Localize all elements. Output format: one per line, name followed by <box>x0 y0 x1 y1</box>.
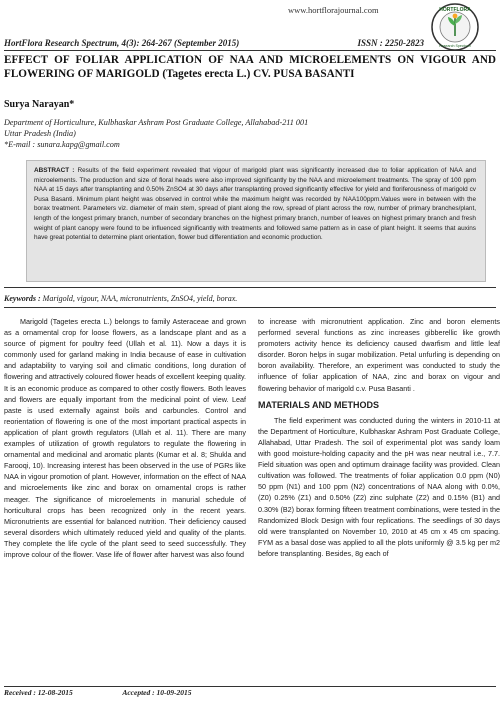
author-name: Surya Narayan* <box>4 99 75 110</box>
footer-rule <box>4 686 496 687</box>
keywords-text: Marigold, vigour, NAA, micronutrients, ZnSO4, yield, borax. <box>42 294 238 303</box>
journal-reference-line <box>4 38 424 48</box>
affiliation-line-1: Department of Horticulture, Kulbhaskar Ashram Post Graduate College, Allahabad-211 001 <box>4 118 309 127</box>
header-rule <box>4 50 496 51</box>
journal-url[interactable]: www.hortflorajournal.com <box>288 5 379 15</box>
paper-title: EFFECT OF FOLIAR APPLICATION OF NAA AND MICROELEMENTS ON VIGOUR AND FLOWERING OF MARIGOLD (Tagetes erecta L.) CV. PUSA BASANTI <box>4 54 496 80</box>
footer-dates <box>4 688 404 697</box>
journal-logo <box>430 2 480 52</box>
journal-citation: HortFlora Research Spectrum, 4(3): 264-267 (September 2015) <box>4 38 240 48</box>
affiliation-line-2: Uttar Pradesh (India) <box>4 129 76 138</box>
svg-text:Research Spectrum: Research Spectrum <box>439 44 471 48</box>
svg-text:HORTFLORA: HORTFLORA <box>439 7 471 13</box>
body-column-left <box>4 316 246 560</box>
author-email[interactable]: *E-mail : sunara.kapg@gmail.com <box>4 140 120 149</box>
affiliation-block <box>4 117 494 150</box>
intro-paragraph: Marigold (Tagetes erecta L.) belongs to family Asteraceae and grown as a ornamental crop for loose flowers, as a landscape plant and as a source of pigment for poultry feed (Ullah et al. 11). Now a days it is commonly used for garland making in India because of ease in cultivation and adaptability to varying soil and climatic conditions, long duration of flowering and attractively coloured flower heads of excellent keeping quality. It is an economic produce as compared to other costly flowers. Both leaves and flowers are equally important from the medicinal point of view. Leaf paste is used externally against boils and carbuncles. Control and reorientation of flowering is one of the most important practical aspects in application of plant growth regulators (Ullah et al. 11). There are many examples of utilization of growth regulators to regulate the flowering in ornamental and medicinal and aromatic plants (Kumar et al. 8; Shukla and Farooqi, 10). Increasing interest has been observed in the use of PGRs like NAA in vigour promotion of plant. However, information on the effect of NAA and microelements like zinc and borax on ornamental crops is rather meager. The significance of microelements in manurial schedule of horticultural crops has been recognized only in the recent years. Micronutrients are essential for balanced nutrition. Their deficiency caused several disorders which ultimately reduced yield and quality of the plants. They complete the life cycle of the plant seed to seed successfully. They improve colour of the flower. Vase life of flower after harvest was also found <box>4 317 246 559</box>
abstract-label: ABSTRACT : <box>34 167 75 174</box>
methods-paragraph: The field experiment was conducted during the winters in 2010-11 at the Department of Horticulture, Kulbhaskar Ashram Post Graduate College, Allahabad, Uttar Pradesh. The soil of experimental plot was sandy loam with good moisture-holding capacity and the pH was near neutral i.e., 7.7. Field situation was open and optimum drainage facility was provided. Clean cultivation was followed. The treatments of foliar application 0.0 ppm (N0) 50 ppm (N1) and 100 ppm (N2) concentrations of NAA along with 0.0%, (Z0) 0.25% (Z1) and 0.50% (Z2) zinc sulphate (Z2) and 0.15% (B1) and 0.30% (B2) borax forming fifteen treatment combinations, were tested in the Randomized Block Design with four replications. The seedlings of 30 days old were transplanted on November 10, 2010 at 45 cm x 45 cm spacing. FYM as a basal dose was applied to all the plots uniformly @ 3.5 kg per m2 before transplanting. Besides, 8g each of <box>258 415 500 558</box>
abstract-body: Results of the field experiment revealed that vigour of marigold plant was significantly increased due to foliar application of NAA and microelements. The production and size of floral heads were also improved significantly by the NAA and microelement treatments. The spray of 100 ppm NAA at 15 days after transplanting and 0.50% ZnSO4 at 30 days after transplanting proved significantly effective for yield and floriferousness of marigold cv Pusa Basanti. Minimum plant height was observed in control while the maximum height was recorded by NAA100ppm.Values were in between with the borax treatment. Parameters viz. diameter of main stem, spread of plant along the row, spread of plant across the row, number of primary branches/plant, length of the longest primary branch, number of secondary branches on the highest primary branch, number of leaves on highest primary branch and fresh weight of plant canopy were found to be influenced significantly with treatments and followed same pattern as in case of plant height. It seems that auxins have great potential to determine plant orientation, flower bud differentiation and economic production. <box>34 167 476 242</box>
keywords-line <box>4 294 496 303</box>
journal-issn: ISSN : 2250-2823 <box>357 38 424 48</box>
body-column-right <box>258 316 500 559</box>
accepted-date: Accepted : 10-09-2015 <box>122 688 192 697</box>
abstract-bottom-rule <box>4 287 496 288</box>
keywords-rule <box>4 307 496 308</box>
keywords-label: Keywords : <box>4 294 41 303</box>
materials-methods-heading: MATERIALS AND METHODS <box>258 399 379 410</box>
abstract-text-block <box>34 166 476 243</box>
received-date: Received : 12-08-2015 <box>4 688 73 697</box>
intro-paragraph-continued: to increase with micronutrient application. Zinc and boron elements performed several functions as zinc increases gibberellic like growth promoters activity hence its deficiency caused dwarfism and little leaf disorder. Boron helps in sugar mobilization. Petal unfurling is depending on boron availability. Therefore, an experiment was conducted to study the influence of foliar application of NAA, zinc and borax on vigour and flowering behavior of marigold c.v. Pusa Basanti . <box>258 317 500 393</box>
